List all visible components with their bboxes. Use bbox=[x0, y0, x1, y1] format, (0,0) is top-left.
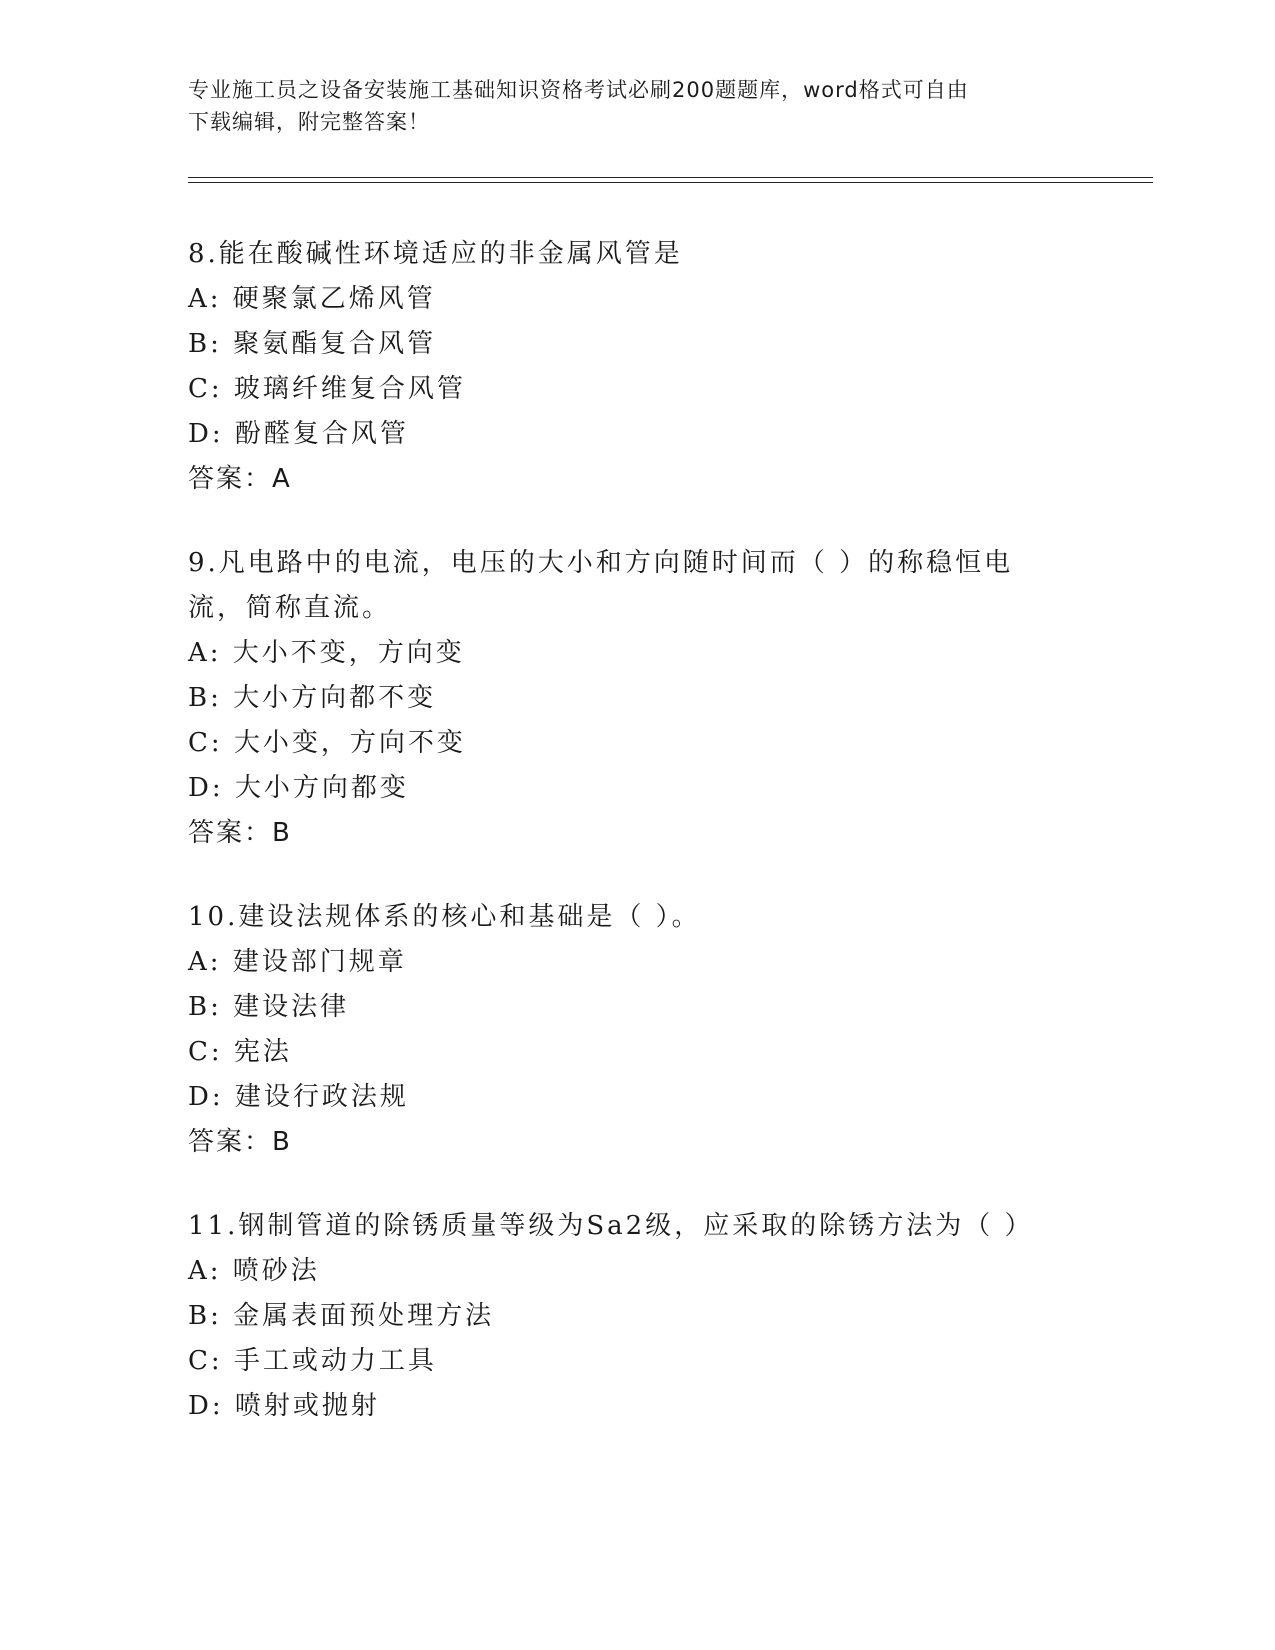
answer-line: 答案：B bbox=[188, 818, 292, 848]
option-c: C: 玻璃纤维复合风管 bbox=[188, 374, 466, 404]
option-d: D: 酚醛复合风管 bbox=[188, 419, 409, 449]
header-line-1: 专业施工员之设备安装施工基础知识资格考试必刷200题题库，word格式可自由 bbox=[188, 78, 969, 102]
option-c: C: 宪法 bbox=[188, 1037, 292, 1067]
question-stem: 11.钢制管道的除锈质量等级为Sa2级，应采取的除锈方法为（ ） bbox=[188, 1211, 1034, 1241]
question-stem: 10.建设法规体系的核心和基础是（ ）。 bbox=[188, 902, 701, 932]
question-11 bbox=[188, 1204, 1088, 1429]
option-d: D: 喷射或抛射 bbox=[188, 1391, 380, 1421]
question-stem: 8.能在酸碱性环境适应的非金属风管是 bbox=[188, 239, 683, 269]
document-header bbox=[188, 74, 1088, 138]
option-b: B: 大小方向都不变 bbox=[188, 683, 437, 713]
option-a: A: 喷砂法 bbox=[188, 1256, 320, 1286]
option-c: C: 大小变，方向不变 bbox=[188, 728, 466, 758]
header-divider-bottom bbox=[188, 182, 1153, 183]
option-a: A: 建设部门规章 bbox=[188, 947, 407, 977]
header-divider-top bbox=[188, 177, 1153, 178]
option-d: D: 大小方向都变 bbox=[188, 773, 409, 803]
option-b: B: 金属表面预处理方法 bbox=[188, 1301, 495, 1331]
option-c: C: 手工或动力工具 bbox=[188, 1346, 437, 1376]
question-stem: 9.凡电路中的电流，电压的大小和方向随时间而（ ）的称稳恒电流，简称直流。 bbox=[188, 548, 1014, 623]
question-9 bbox=[188, 541, 1088, 856]
option-d: D: 建设行政法规 bbox=[188, 1082, 409, 1112]
option-b: B: 聚氨酯复合风管 bbox=[188, 329, 437, 359]
answer-line: 答案：A bbox=[188, 464, 292, 494]
question-list bbox=[188, 232, 1088, 1468]
option-b: B: 建设法律 bbox=[188, 992, 350, 1022]
question-8 bbox=[188, 232, 1088, 502]
header-line-2: 下载编辑，附完整答案！ bbox=[188, 110, 430, 134]
option-a: A: 硬聚氯乙烯风管 bbox=[188, 284, 436, 314]
question-10 bbox=[188, 895, 1088, 1165]
answer-line: 答案：B bbox=[188, 1127, 292, 1157]
option-a: A: 大小不变，方向变 bbox=[188, 638, 465, 668]
